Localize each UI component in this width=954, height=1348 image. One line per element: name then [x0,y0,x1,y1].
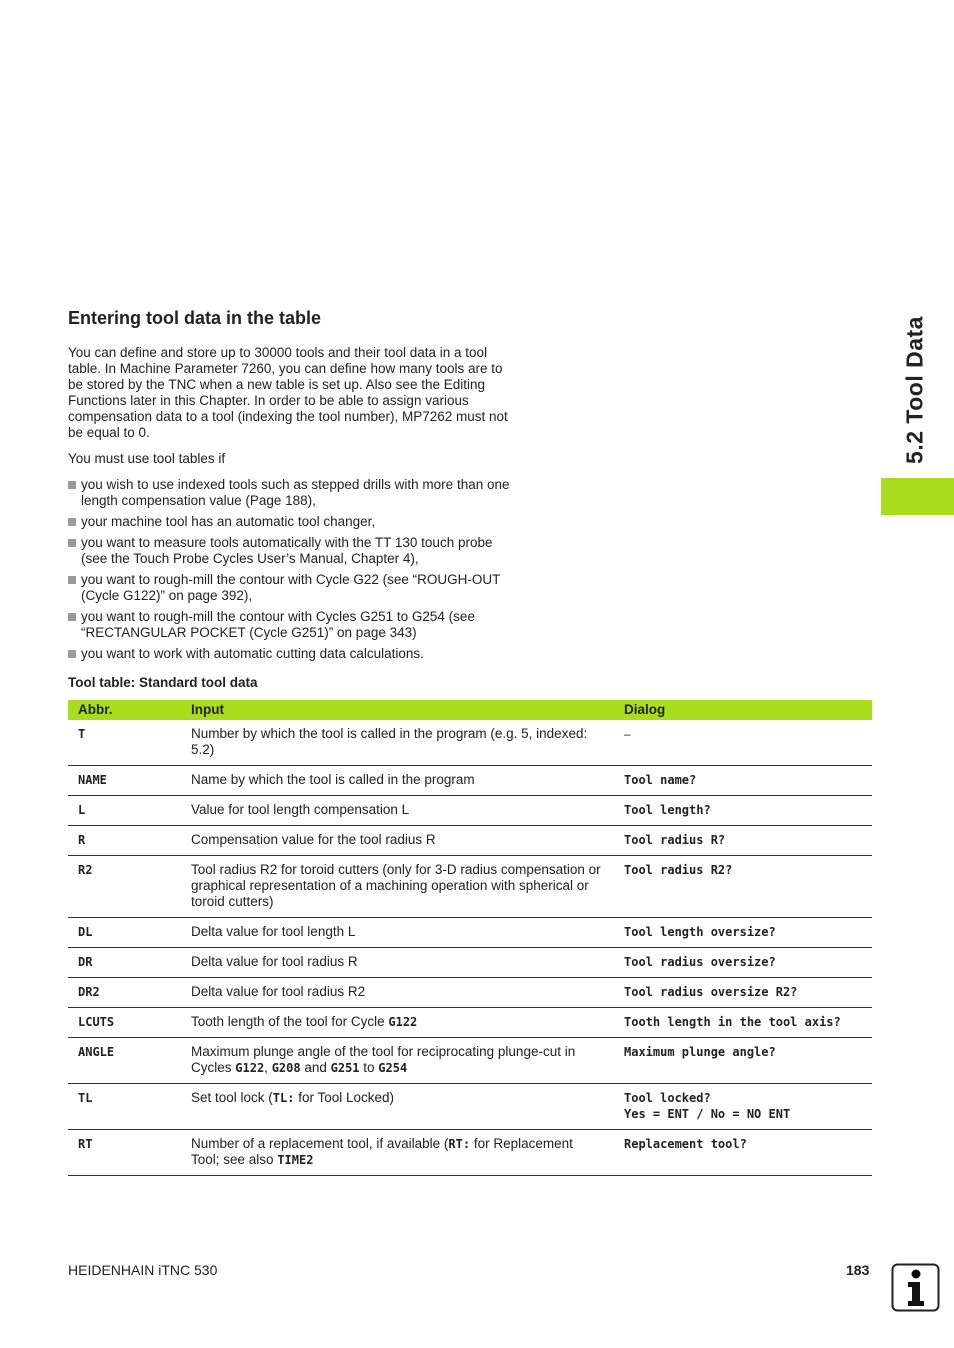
code-token: G122 [235,1061,265,1075]
input-text-part: Tooth length of the tool for Cycle [191,1014,389,1029]
table-row [68,766,872,796]
bullet-square-icon [68,539,76,547]
bullet-item: your machine tool has an automatic tool changer, [68,514,518,530]
table-row [68,918,872,948]
chapter-side-tab-label: 5.2 Tool Data [901,316,928,464]
cell-abbr: ANGLE [68,1038,181,1084]
cell-abbr: DL [68,918,181,948]
tool-data-table [68,700,872,1176]
bullet-square-icon [68,613,76,621]
bullet-item: you want to work with automatic cutting data calculations. [68,646,518,662]
table-caption: Tool table: Standard tool data [68,675,258,690]
code-token: G122 [388,1015,418,1029]
cell-dialog: Tool locked? Yes = ENT / No = NO ENT [614,1084,872,1130]
bullet-item: you wish to use indexed tools such as stepped drills with more than one length compensation value (Page 188), [68,477,518,509]
cell-input [181,1038,614,1084]
cell-dialog: Tool radius R2? [614,856,872,918]
lead-paragraph: You must use tool tables if [68,451,226,466]
cell-input: Delta value for tool radius R2 [181,978,614,1008]
input-text-part: to [359,1060,379,1075]
cell-dialog: Tool radius oversize R2? [614,978,872,1008]
page-number: 183 [846,1262,870,1278]
input-text-part: Number of a replacement tool, if available ( [191,1136,449,1151]
cell-input: Compensation value for the tool radius R [181,826,614,856]
table-row [68,1008,872,1038]
cell-dialog: Tool radius oversize? [614,948,872,978]
cell-abbr: RT [68,1130,181,1176]
table-row [68,1130,872,1176]
cell-abbr: R [68,826,181,856]
bullet-square-icon [68,518,76,526]
cell-abbr: TL [68,1084,181,1130]
table-row [68,796,872,826]
table-body [68,720,872,1176]
table-row [68,1084,872,1130]
table-row [68,1038,872,1084]
cell-abbr: NAME [68,766,181,796]
cell-input: Value for tool length compensation L [181,796,614,826]
header-dialog: Dialog [614,700,872,720]
table-row [68,948,872,978]
cell-input [181,1008,614,1038]
bullet-square-icon [68,650,76,658]
table-header-row [68,700,872,720]
cell-input: Delta value for tool length L [181,918,614,948]
bullet-square-icon [68,576,76,584]
cell-abbr: L [68,796,181,826]
code-token: G208 [271,1061,301,1075]
table-row [68,856,872,918]
intro-paragraph: You can define and store up to 30000 tools and their tool data in a tool table. In Machine Parameter 7260, you can define how many tools are to be stored by the TNC when a new table is set up. Also see the Editing Functions later in this Chapter. In order to be able to assign various compensation data to a tool (indexing the tool number), MP7262 must not be equal to 0. [68,345,508,440]
table-row [68,978,872,1008]
bullet-square-icon [68,481,76,489]
cell-dialog: – [614,720,872,766]
section-heading: Entering tool data in the table [68,308,322,328]
header-input: Input [181,700,614,720]
table-row [68,720,872,766]
cell-input [181,1084,614,1130]
cell-dialog: Tool radius R? [614,826,872,856]
cell-input [181,1130,614,1176]
cell-abbr: LCUTS [68,1008,181,1038]
bullet-item: you want to rough-mill the contour with Cycles G251 to G254 (see “RECTANGULAR POCKET (Cycle G251)” on page 343) [68,609,518,641]
input-text-part: Set tool lock ( [191,1090,273,1105]
cell-dialog: Tool length oversize? [614,918,872,948]
cell-dialog: Tooth length in the tool axis? [614,1008,872,1038]
code-token: TL: [272,1091,295,1105]
chapter-side-tab [890,300,940,480]
input-text-part: , [264,1060,272,1075]
cell-abbr: DR2 [68,978,181,1008]
table-row [68,826,872,856]
input-text-part: Maximum plunge angle of the tool for reciprocating plunge-cut in Cycles [191,1044,576,1075]
cell-abbr: T [68,720,181,766]
header-abbr: Abbr. [68,700,181,720]
info-icon [891,1263,940,1312]
cell-dialog: Tool name? [614,766,872,796]
cell-dialog: Replacement tool? [614,1130,872,1176]
cell-abbr: DR [68,948,181,978]
input-text-part: for Replacement Tool; see also [191,1136,573,1167]
cell-input: Number by which the tool is called in the program (e.g. 5, indexed: 5.2) [181,720,614,766]
code-token: TIME2 [277,1153,314,1167]
cell-input: Name by which the tool is called in the program [181,766,614,796]
input-text-part: for Tool Locked) [294,1090,395,1105]
code-token: G254 [378,1061,408,1075]
bullet-list [68,477,518,667]
cell-dialog: Maximum plunge angle? [614,1038,872,1084]
cell-abbr: R2 [68,856,181,918]
input-text-part: and [300,1060,331,1075]
code-token: G251 [330,1061,360,1075]
bullet-item: you want to measure tools automatically with the TT 130 touch probe (see the Touch Probe Cycles User’s Manual, Chapter 4), [68,535,518,567]
cell-input: Delta value for tool radius R [181,948,614,978]
chapter-side-tab-marker [881,478,954,515]
cell-dialog: Tool length? [614,796,872,826]
bullet-item: you want to rough-mill the contour with Cycle G22 (see “ROUGH-OUT (Cycle G122)” on page 392), [68,572,518,604]
cell-input: Tool radius R2 for toroid cutters (only for 3-D radius compensation or graphical representation of a machining operation with spherical or toroid cutters) [181,856,614,918]
footer-product-name: HEIDENHAIN iTNC 530 [68,1262,218,1278]
code-token: RT: [448,1137,471,1151]
